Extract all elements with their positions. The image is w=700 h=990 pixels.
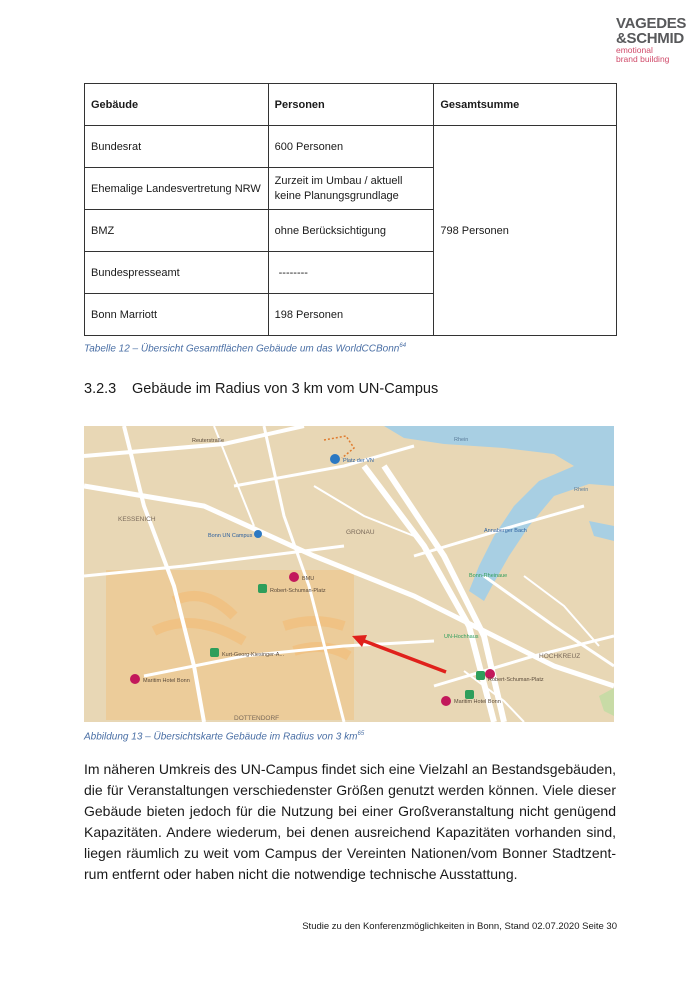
logo-line-1: VAGEDES (616, 15, 687, 32)
section-number: 3.2.3 (84, 381, 117, 397)
table-caption-text: Tabelle 12 – Übersicht Gesamtflächen Gebäude um das WorldCCBonn (84, 343, 400, 355)
section-heading (84, 381, 438, 397)
header-cell: Personen (268, 84, 434, 126)
map-label-kessenich: KESSENICH (118, 516, 156, 523)
body-line: Kapazitäten. Andere wiederum, bei denen ausreichend Kapazitäten vorhanden sind, (84, 824, 616, 840)
map-label-kga: Kurt-Georg-Kiesinger-A... (222, 652, 285, 658)
header-cell: Gebäude (85, 84, 269, 126)
pin-icon (465, 690, 474, 699)
map-label-rhein: Rhein (574, 487, 589, 493)
map-label-rhein: Rhein (454, 437, 469, 443)
body-line: rum entfernt oder haben nicht die notwendige technische Ausstattung. (84, 866, 518, 882)
figure-caption (84, 731, 364, 742)
company-logo (616, 16, 686, 63)
pin-icon (476, 671, 485, 680)
logo-line-4: brand building (616, 53, 670, 64)
building-cell: BMZ (85, 210, 269, 252)
map-label-dottendorf: DOTTENDORF (234, 715, 280, 722)
persons-cell: -------- (268, 252, 434, 294)
map-label-campus: Bonn UN Campus (208, 533, 253, 539)
page-footer: Studie zu den Konferenzmöglichkeiten in Bonn, Stand 02.07.2020 Seite 30 (302, 921, 617, 932)
pin-icon (258, 584, 267, 593)
pin-icon (441, 696, 451, 706)
persons-cell: Zurzeit im Umbau / aktuell keine Planungsgrundlage (268, 168, 434, 210)
pin-icon (330, 454, 340, 464)
table-header-row (85, 84, 617, 126)
buildings-table (84, 83, 617, 336)
pin-icon (130, 674, 140, 684)
body-line: die für Veranstaltungen verschiedenster Größen genutzt werden können. Viele dieser (84, 782, 616, 798)
table-caption (84, 343, 406, 354)
map-label-gronau: GRONAU (346, 529, 375, 536)
body-paragraph (84, 759, 616, 885)
map-label-un-hochhaus: UN-Hochhaus (444, 634, 479, 640)
logo-line-2: &SCHMID (616, 30, 684, 47)
map-label-annaberger: Annaberger Bach (484, 528, 527, 534)
pin-icon (210, 648, 219, 657)
map-label-hochkreuz: HOCHKREUZ (539, 653, 581, 660)
map-label-rsp: Robert-Schuman-Platz (488, 677, 544, 683)
figure-caption-footnote: 65 (357, 731, 365, 737)
persons-cell: 600 Personen (268, 126, 434, 168)
building-cell: Bundespresseamt (85, 252, 269, 294)
map-svg (84, 426, 614, 722)
building-cell: Bundesrat (85, 126, 269, 168)
overview-map (84, 426, 614, 722)
body-line: Gebäude bieten jedoch für die Nutzung bei einer Großveranstaltung nicht genügend (84, 803, 616, 819)
header-cell: Gesamtsumme (434, 84, 617, 126)
pin-icon (289, 572, 299, 582)
persons-cell: ohne Berücksichtigung (268, 210, 434, 252)
map-label-reuterstr: Reuterstraße (192, 438, 225, 444)
section-title: Gebäude im Radius von 3 km vom UN-Campus (132, 381, 439, 397)
body-line: liegen räumlich zu weit vom Campus der Vereinten Nationen/vom Bonner Stadtzent- (84, 845, 616, 861)
figure-caption-text: Abbildung 13 – Übersichtskarte Gebäude im Radius von 3 km (84, 731, 358, 743)
table-row (85, 126, 617, 168)
body-line: Im näheren Umkreis des UN-Campus findet sich eine Vielzahl an Bestandsgebäuden, (84, 761, 616, 777)
persons-cell: 198 Personen (268, 294, 434, 336)
map-label-bmu: BMU (302, 576, 315, 582)
map-label-maritim: Maritim Hotel Bonn (454, 699, 501, 705)
building-cell: Bonn Marriott (85, 294, 269, 336)
logo-line-3: emotional (616, 45, 653, 55)
map-label-platz: Platz der VN (343, 458, 374, 464)
map-label-maritim: Maritim Hotel Bonn (143, 678, 190, 684)
pin-icon (254, 530, 262, 538)
map-label-rsp: Robert-Schuman-Platz (270, 588, 326, 594)
building-cell: Ehemalige Landesvertretung NRW (85, 168, 269, 210)
map-label-rheinaue: Bonn-Rheinaue (469, 573, 508, 579)
total-cell: 798 Personen (434, 126, 617, 336)
table-caption-footnote: 64 (399, 343, 407, 349)
